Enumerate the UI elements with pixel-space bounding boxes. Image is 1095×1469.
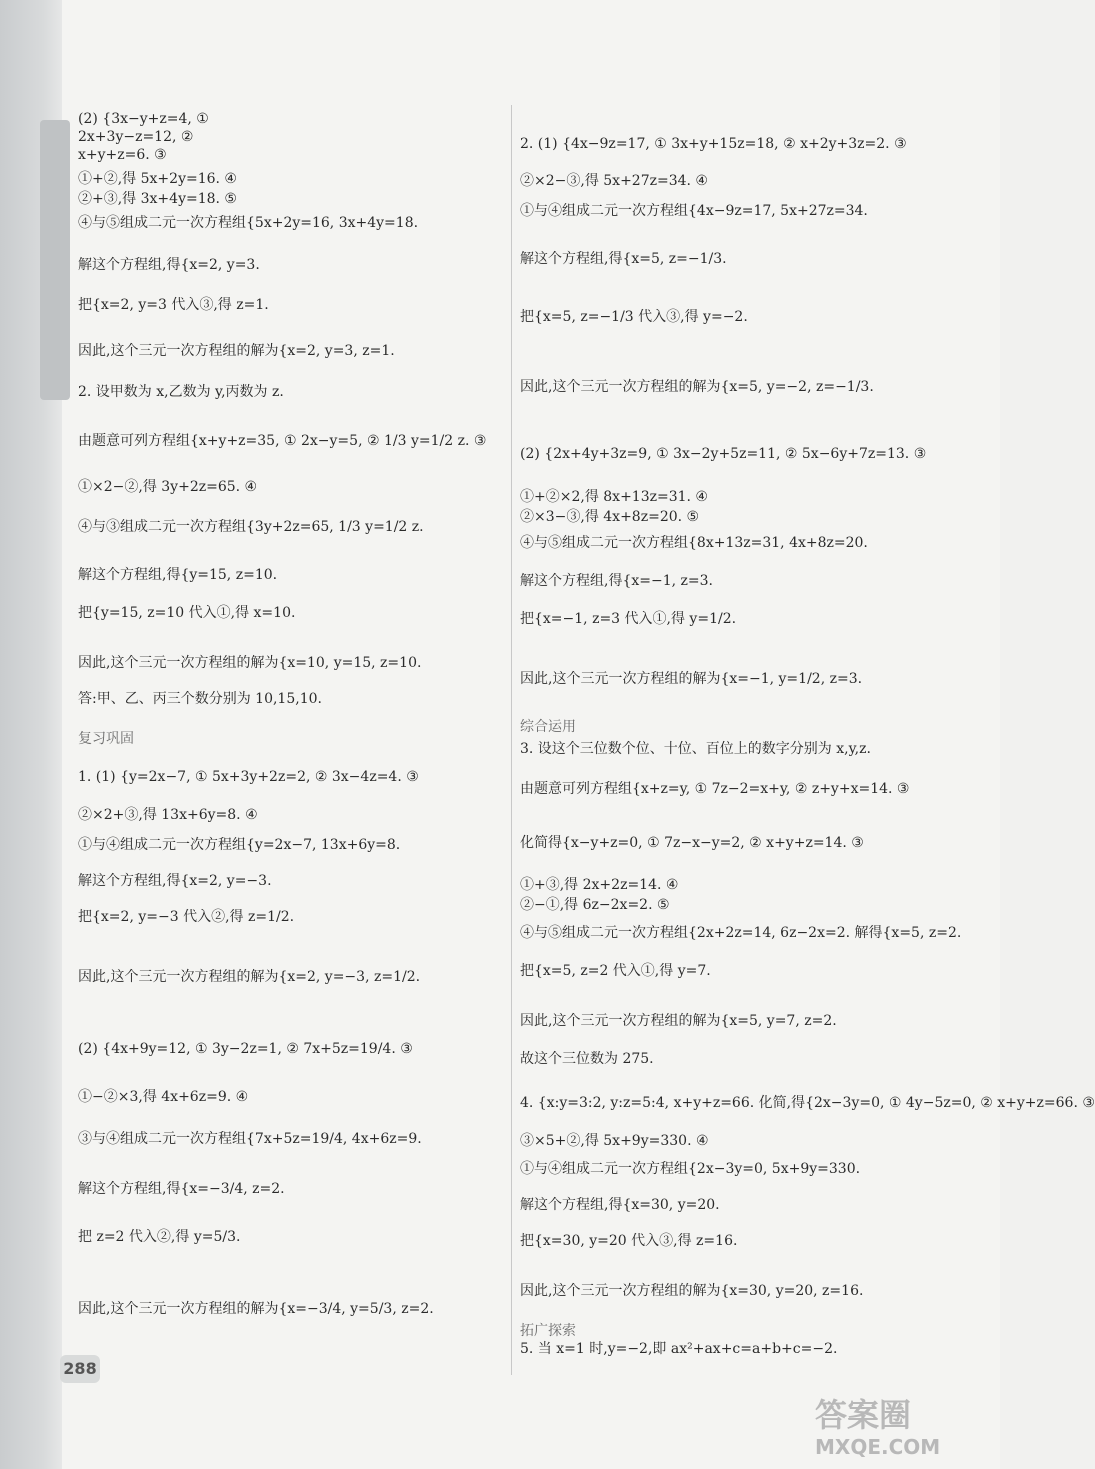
- text-line: 因此,这个三元一次方程组的解为{x=5, y=7, z=2.: [520, 1013, 837, 1029]
- text-line: 把{x=2, y=3 代入③,得 z=1.: [78, 297, 269, 313]
- text-line: ①+③,得 2x+2z=14. ④: [520, 877, 679, 893]
- text-line: 4. {x:y=3:2, y:z=5:4, x+y+z=66. 化简,得{2x−3y=0, ① 4y−5z=0, ② x+y+z=66. ③: [520, 1095, 1095, 1111]
- text-line: ②−①,得 6z−2x=2. ⑤: [520, 897, 670, 913]
- text-line: 3. 设这个三位数个位、十位、百位上的数字分别为 x,y,z.: [520, 741, 871, 757]
- text-line: 因此,这个三元一次方程组的解为{x=2, y=3, z=1.: [78, 343, 395, 359]
- section-heading: 拓广探索: [520, 1323, 576, 1339]
- text-line: 解这个方程组,得{x=2, y=−3.: [78, 873, 272, 889]
- text-line: ②×3−③,得 4x+8z=20. ⑤: [520, 509, 700, 525]
- text-line: ④与③组成二元一次方程组{3y+2z=65, 1/3 y=1/2 z.: [78, 519, 424, 535]
- text-line: ④与⑤组成二元一次方程组{5x+2y=16, 3x+4y=18.: [78, 215, 419, 231]
- text-line: 2. 设甲数为 x,乙数为 y,丙数为 z.: [78, 384, 284, 400]
- text-line: ③与④组成二元一次方程组{7x+5z=19/4, 4x+6z=9.: [78, 1131, 422, 1147]
- text-line: ①与④组成二元一次方程组{4x−9z=17, 5x+27z=34.: [520, 203, 868, 219]
- text-line: (2) {2x+4y+3z=9, ① 3x−2y+5z=11, ② 5x−6y+7z=13. ③: [520, 446, 927, 462]
- text-line: 把{x=30, y=20 代入③,得 z=16.: [520, 1233, 738, 1249]
- section-heading: 综合运用: [520, 719, 576, 735]
- text-line: 因此,这个三元一次方程组的解为{x=5, y=−2, z=−1/3.: [520, 379, 874, 395]
- text-line: 故这个三位数为 275.: [520, 1051, 654, 1067]
- text-line: ①+②,得 5x+2y=16. ④: [78, 171, 237, 187]
- text-line: 解这个方程组,得{x=−1, z=3.: [520, 573, 713, 589]
- text-line: 化简得{x−y+z=0, ① 7z−x−y=2, ② x+y+z=14. ③: [520, 835, 864, 851]
- text-line: 解这个方程组,得{y=15, z=10.: [78, 567, 278, 583]
- text-line: (2) {3x−y+z=4, ①: [78, 111, 209, 127]
- text-line: ③×5+②,得 5x+9y=330. ④: [520, 1133, 709, 1149]
- text-line: (2) {4x+9y=12, ① 3y−2z=1, ② 7x+5z=19/4. ③: [78, 1041, 413, 1057]
- text-line: ①与④组成二元一次方程组{2x−3y=0, 5x+9y=330.: [520, 1161, 861, 1177]
- text-line: ①−②×3,得 4x+6z=9. ④: [78, 1089, 249, 1105]
- text-line: 1. (1) {y=2x−7, ① 5x+3y+2z=2, ② 3x−4z=4. ③: [78, 769, 419, 785]
- text-line: ④与⑤组成二元一次方程组{2x+2z=14, 6z−2x=2. 解得{x=5, z=2.: [520, 925, 962, 941]
- text-line: ①与④组成二元一次方程组{y=2x−7, 13x+6y=8.: [78, 837, 401, 853]
- column-divider: [511, 105, 512, 1375]
- text-line: ①×2−②,得 3y+2z=65. ④: [78, 479, 258, 495]
- text-line: 5. 当 x=1 时,y=−2,即 ax²+ax+c=a+b+c=−2.: [520, 1341, 838, 1357]
- text-line: 由题意可列方程组{x+z=y, ① 7z−2=x+y, ② z+y+x=14. ③: [520, 781, 910, 797]
- text-line: ②×2+③,得 13x+6y=8. ④: [78, 807, 258, 823]
- watermark: [815, 1395, 985, 1465]
- text-line: 把{x=5, z=−1/3 代入③,得 y=−2.: [520, 309, 748, 325]
- text-line: 解这个方程组,得{x=30, y=20.: [520, 1197, 720, 1213]
- watermark-bottom: MXQE.COM: [815, 1435, 941, 1459]
- text-line: 2. (1) {4x−9z=17, ① 3x+y+15z=18, ② x+2y+3z=2. ③: [520, 136, 907, 152]
- text-line: 把{y=15, z=10 代入①,得 x=10.: [78, 605, 296, 621]
- text-line: 由题意可列方程组{x+y+z=35, ① 2x−y=5, ② 1/3 y=1/2 z. ③: [78, 433, 487, 449]
- section-heading: 复习巩固: [78, 731, 134, 747]
- text-line: ④与⑤组成二元一次方程组{8x+13z=31, 4x+8z=20.: [520, 535, 868, 551]
- text-line: 把{x=−1, z=3 代入①,得 y=1/2.: [520, 611, 737, 627]
- watermark-top: 答案圈: [815, 1396, 912, 1434]
- text-line: 因此,这个三元一次方程组的解为{x=10, y=15, z=10.: [78, 655, 422, 671]
- text-line: 解这个方程组,得{x=2, y=3.: [78, 257, 260, 273]
- text-line: 因此,这个三元一次方程组的解为{x=−1, y=1/2, z=3.: [520, 671, 863, 687]
- text-line: 答:甲、乙、丙三个数分别为 10,15,10.: [78, 691, 322, 707]
- text-line: 把{x=5, z=2 代入①,得 y=7.: [520, 963, 711, 979]
- text-line: 2x+3y−z=12, ②: [78, 129, 194, 145]
- text-line: 解这个方程组,得{x=5, z=−1/3.: [520, 251, 727, 267]
- text-line: 解这个方程组,得{x=−3/4, z=2.: [78, 1181, 285, 1197]
- text-line: 把{x=2, y=−3 代入②,得 z=1/2.: [78, 909, 295, 925]
- text-line: x+y+z=6. ③: [78, 147, 167, 163]
- text-line: 因此,这个三元一次方程组的解为{x=2, y=−3, z=1/2.: [78, 969, 421, 985]
- text-line: ①+②×2,得 8x+13z=31. ④: [520, 489, 708, 505]
- text-line: ②×2−③,得 5x+27z=34. ④: [520, 173, 708, 189]
- text-line: 把 z=2 代入②,得 y=5/3.: [78, 1229, 241, 1245]
- text-line: 因此,这个三元一次方程组的解为{x=−3/4, y=5/3, z=2.: [78, 1301, 434, 1317]
- text-line: ②+③,得 3x+4y=18. ⑤: [78, 191, 237, 207]
- side-band: [40, 120, 70, 400]
- text-line: 因此,这个三元一次方程组的解为{x=30, y=20, z=16.: [520, 1283, 864, 1299]
- page-number: 288: [60, 1355, 100, 1383]
